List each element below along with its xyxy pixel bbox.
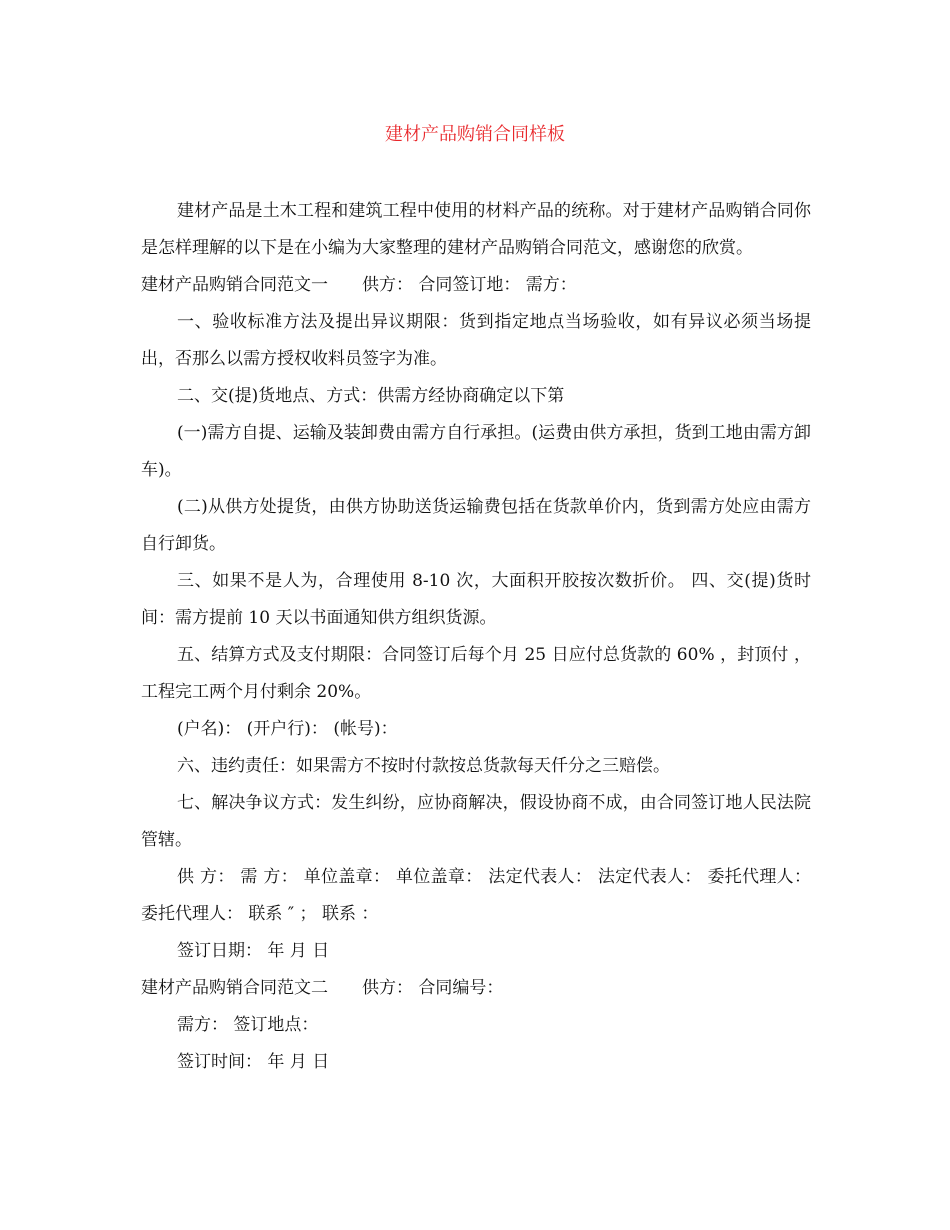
account-line: (户名)： (开户行)： (帐号)： <box>177 719 398 739</box>
clause-2-1: (一)需方自提、运输及装卸费由需方自行承担。(运费由供方承担，货到工地由需方卸车)。 <box>141 423 811 480</box>
clause-3: 三、如果不是人为，合理使用 8-10 次，大面积开胶按次数折价。 四、交(提)货时间：需方提前 10 天以书面通知供方组织货源。 <box>141 571 811 628</box>
clause-2: 二、交(提)货地点、方式：供需方经协商确定以下第 <box>177 386 565 406</box>
section1-heading-line <box>141 267 811 304</box>
section2-line-1: 需方： 签订地点： <box>177 1015 319 1035</box>
section2-line-2: 签订时间： 年 月 日 <box>177 1052 330 1072</box>
sign-date: 签订日期： 年 月 日 <box>177 941 330 961</box>
clause-2-2: (二)从供方处提货，由供方协助送货运输费包括在货款单价内，货到需方处应由需方自行卸货。 <box>141 497 811 554</box>
clause-5: 五、结算方式及支付期限：合同签订后每个月 25 日应付总货款的 60% ，封顶付 ，工程完工两个月付剩余 20%。 <box>141 645 811 702</box>
clause-1: 一、验收标准方法及提出异议期限：货到指定地点当场验收，如有异议必须当场提出，否那么以需方授权收料员签字为准。 <box>141 312 811 369</box>
section2-fields: 供方： 合同编号： <box>362 978 504 998</box>
section2-heading-line <box>141 970 811 1007</box>
section1-heading: 建材产品购销合同范文一 <box>141 275 328 295</box>
signature-block: 供 方： 需 方： 单位盖章： 单位盖章： 法定代表人： 法定代表人： 委托代理人： 委托代理人： 联系 ″ ； 联系 ： <box>141 867 811 924</box>
document-title: 建材产品购销合同样板 <box>385 124 565 145</box>
section2-heading: 建材产品购销合同范文二 <box>141 978 328 998</box>
clause-7: 七、解决争议方式：发生纠纷，应协商解决，假设协商不成，由合同签订地人民法院管辖。 <box>141 793 811 850</box>
section1-fields: 供方： 合同签订地： 需方： <box>362 275 577 295</box>
clause-6: 六、违约责任：如果需方不按时付款按总货款每天仟分之三赔偿。 <box>177 756 670 776</box>
document-body <box>141 193 811 1081</box>
intro-paragraph: 建材产品是土木工程和建筑工程中使用的材料产品的统称。对于建材产品购销合同你是怎样理解的以下是在小编为大家整理的建材产品购销合同范文，感谢您的欣赏。 <box>141 201 811 258</box>
